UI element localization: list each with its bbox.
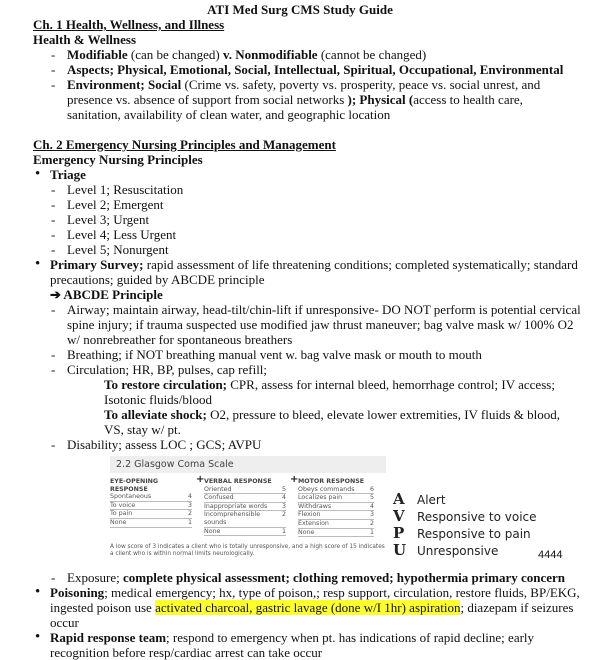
gcs-response: Spontaneous <box>110 493 152 501</box>
text-segment: Modifiable <box>67 47 128 62</box>
gcs-row <box>110 510 192 519</box>
avpu-row <box>393 492 583 509</box>
exposure-item <box>0 570 600 585</box>
environment-item <box>0 77 600 122</box>
gcs-score: 4 <box>369 502 374 510</box>
avpu-word: Alert <box>417 493 446 507</box>
text-segment: CPR, assess for internal bleed, hemorrhage control; IV access; Isotonic fluids/blood <box>104 377 555 407</box>
gcs-response: Withdraws <box>298 502 332 510</box>
gcs-response: Inappropriate words <box>204 502 268 510</box>
chapter-2-heading: Ch. 2 Emergency Nursing Principles and Management <box>33 137 336 152</box>
gcs-note: A low score of 3 indicates a client who is totally unresponsive, and a high score of 15 indicates a client who is within normal limits neurologically. <box>110 544 385 557</box>
gcs-eye-column <box>110 474 205 537</box>
avpu-letter: U <box>393 541 407 559</box>
text-segment: Poisoning <box>50 585 105 600</box>
gcs-verbal-rows <box>204 486 286 537</box>
gcs-motor-rows <box>298 486 374 538</box>
gcs-row <box>204 528 286 537</box>
gcs-verbal-header: VERBAL RESPONSE <box>204 478 272 485</box>
triage-level: - Level 5; Nonurgent <box>0 242 600 257</box>
gcs-row <box>204 486 286 495</box>
gcs-response: Localizes pain <box>298 494 343 502</box>
disability-item <box>0 437 600 452</box>
gcs-row <box>204 494 286 503</box>
gcs-row <box>204 511 286 527</box>
health-wellness-subheading: Health & Wellness <box>33 32 137 47</box>
gcs-motor-header: MOTOR RESPONSE <box>298 478 365 485</box>
text-segment: Exposure; <box>67 570 123 585</box>
text-segment: Primary Survey; <box>50 257 144 272</box>
gcs-verbal-column <box>204 474 299 537</box>
text-segment: To alleviate shock; <box>104 407 207 422</box>
triage-level: - Level 4; Less Urgent <box>0 227 600 242</box>
gcs-score: 1 <box>369 528 374 536</box>
restore-circulation-item <box>0 377 600 407</box>
text-segment: Aspects; Physical, Emotional, Social, Intellectual, Spiritual, Occupational, Environmental <box>67 62 564 77</box>
text-segment: ; medical emergency; hx, type of poison,; resp support, circulation, restore fluids, BP/EKG, ingested poison use <box>50 585 580 615</box>
gcs-score: 4 <box>281 494 286 502</box>
aspects-item <box>0 62 600 77</box>
avpu-row <box>393 509 583 526</box>
text-segment: To restore circulation; <box>104 377 228 392</box>
text-segment: (can be changed) <box>127 47 223 62</box>
gcs-score: 1 <box>281 527 286 535</box>
text-segment: Circulation; HR, BP, pulses, cap refill; <box>67 362 268 377</box>
avpu-letter: V <box>393 507 405 525</box>
text-segment: ; diazepam if seizures occur <box>50 600 574 630</box>
document-page <box>0 2 600 660</box>
gcs-score: 1 <box>187 518 192 526</box>
gcs-score: 6 <box>369 485 374 493</box>
avpu-word: Unresponsive <box>417 544 499 558</box>
gcs-row <box>298 520 374 529</box>
gcs-eye-header: EYE-OPENING RESPONSE <box>110 478 159 493</box>
gcs-score: 3 <box>281 502 286 510</box>
text-segment: Airway; maintain airway, head-tilt/chin-lift if unresponsive- DO NOT perform is potential cervical spine injury; if trauma suspected use modified jaw thrust maneuver; bag valve mask w/ 100% O2 w/ nonrebreather for spontaneous breathers <box>67 302 581 347</box>
gcs-row <box>298 529 374 538</box>
text-segment: ; respond to emergency when pt. has indications of rapid decline; early recognition before resp/cardiac arrest can take occur <box>50 630 535 660</box>
circulation-item <box>0 362 600 377</box>
gcs-response: None <box>298 528 315 536</box>
breathing-item <box>0 347 600 362</box>
gcs-row <box>298 486 374 495</box>
gcs-response: Extension <box>298 519 329 527</box>
gcs-response: Incomprehensible sounds <box>204 511 261 526</box>
text-segment: O2, pressure to bleed, elevate lower extremities, IV fluids & blood, VS, stay w/ pt. <box>104 407 561 437</box>
gcs-eye-rows <box>110 493 192 527</box>
gcs-motor-column <box>298 478 374 537</box>
gcs-score: 2 <box>187 510 192 518</box>
triage-label: Triage <box>50 167 86 182</box>
triage-level: - Level 1; Resuscitation <box>0 182 600 197</box>
modifiable-item <box>0 47 600 62</box>
gcs-row <box>298 503 374 512</box>
gcs-score: 3 <box>369 511 374 519</box>
triage-bullet <box>0 167 600 182</box>
gcs-response: To pain <box>110 510 133 518</box>
text-segment: Environment; Social <box>67 77 182 92</box>
gcs-response: Confused <box>204 494 234 502</box>
text-segment: ); Physical ( <box>347 92 414 107</box>
text-segment: Disability; assess LOC ; GCS; AVPU <box>67 437 262 452</box>
text-segment: rapid assessment of life threatening conditions; completed systematically; standard precautions; guided by ABCDE principle <box>50 257 578 287</box>
poisoning-bullet <box>0 585 600 630</box>
gcs-score: 2 <box>369 519 374 527</box>
glasgow-coma-scale-figure <box>110 456 386 560</box>
primary-survey-bullet <box>0 257 600 287</box>
plus-icon: + <box>196 474 205 485</box>
gcs-response: None <box>110 518 127 526</box>
gcs-row <box>298 511 374 520</box>
gcs-row <box>298 494 374 503</box>
gcs-response: Oriented <box>204 485 232 493</box>
avpu-letter: A <box>393 490 405 508</box>
gcs-title: 2.2 Glasgow Coma Scale <box>110 456 386 473</box>
avpu-word: Responsive to pain <box>417 527 531 541</box>
emergency-principles-subheading: Emergency Nursing Principles <box>33 152 203 167</box>
text-segment: access to health care, sanitation, availability of clean water, and geographic location <box>67 92 523 122</box>
text-segment: v. Nonmodifiable <box>222 47 318 62</box>
page-number: 4444 <box>538 549 563 561</box>
triage-level: - Level 2; Emergent <box>0 197 600 212</box>
document-title: ATI Med Surg CMS Study Guide <box>207 2 393 17</box>
gcs-score: 5 <box>369 494 374 502</box>
gcs-response: None <box>204 527 221 535</box>
avpu-word: Responsive to voice <box>417 510 537 524</box>
gcs-score: 2 <box>281 511 286 519</box>
gcs-row <box>110 502 192 511</box>
avpu-letter: P <box>393 524 405 542</box>
chapter-1-heading: Ch. 1 Health, Wellness, and Illness <box>33 17 225 32</box>
text-segment: Breathing; if NOT breathing manual vent w. bag valve mask or mouth to mouth <box>67 347 482 362</box>
figure-row <box>0 452 600 570</box>
rapid-response-bullet <box>0 630 600 660</box>
avpu-row <box>393 526 583 543</box>
alleviate-shock-item <box>0 407 600 437</box>
highlighted-text: activated charcoal, gastric lavage (done w/I 1hr) aspiration <box>155 600 461 615</box>
gcs-row <box>204 503 286 512</box>
gcs-row <box>110 493 192 502</box>
gcs-score: 4 <box>187 493 192 501</box>
gcs-score: 5 <box>281 485 286 493</box>
gcs-response: Flexion <box>298 511 321 519</box>
airway-item <box>0 302 600 347</box>
gcs-response: Obeys commands <box>298 485 355 493</box>
plus-icon: + <box>290 474 299 485</box>
gcs-response: To voice <box>110 501 136 509</box>
text-segment: (cannot be changed) <box>317 47 427 62</box>
gcs-score: 3 <box>187 501 192 509</box>
text-segment: Rapid response team <box>50 630 167 645</box>
text-segment: (Crime vs. safety, poverty vs. prosperity, peace vs. social unrest, and presence vs. absence of support from social networks <box>67 77 541 107</box>
text-segment: complete physical assessment; clothing removed; hypothermia primary concern <box>122 570 566 585</box>
triage-level: - Level 3; Urgent <box>0 212 600 227</box>
gcs-row <box>110 519 192 528</box>
abcde-heading: ➔ ABCDE Principle <box>50 287 163 302</box>
